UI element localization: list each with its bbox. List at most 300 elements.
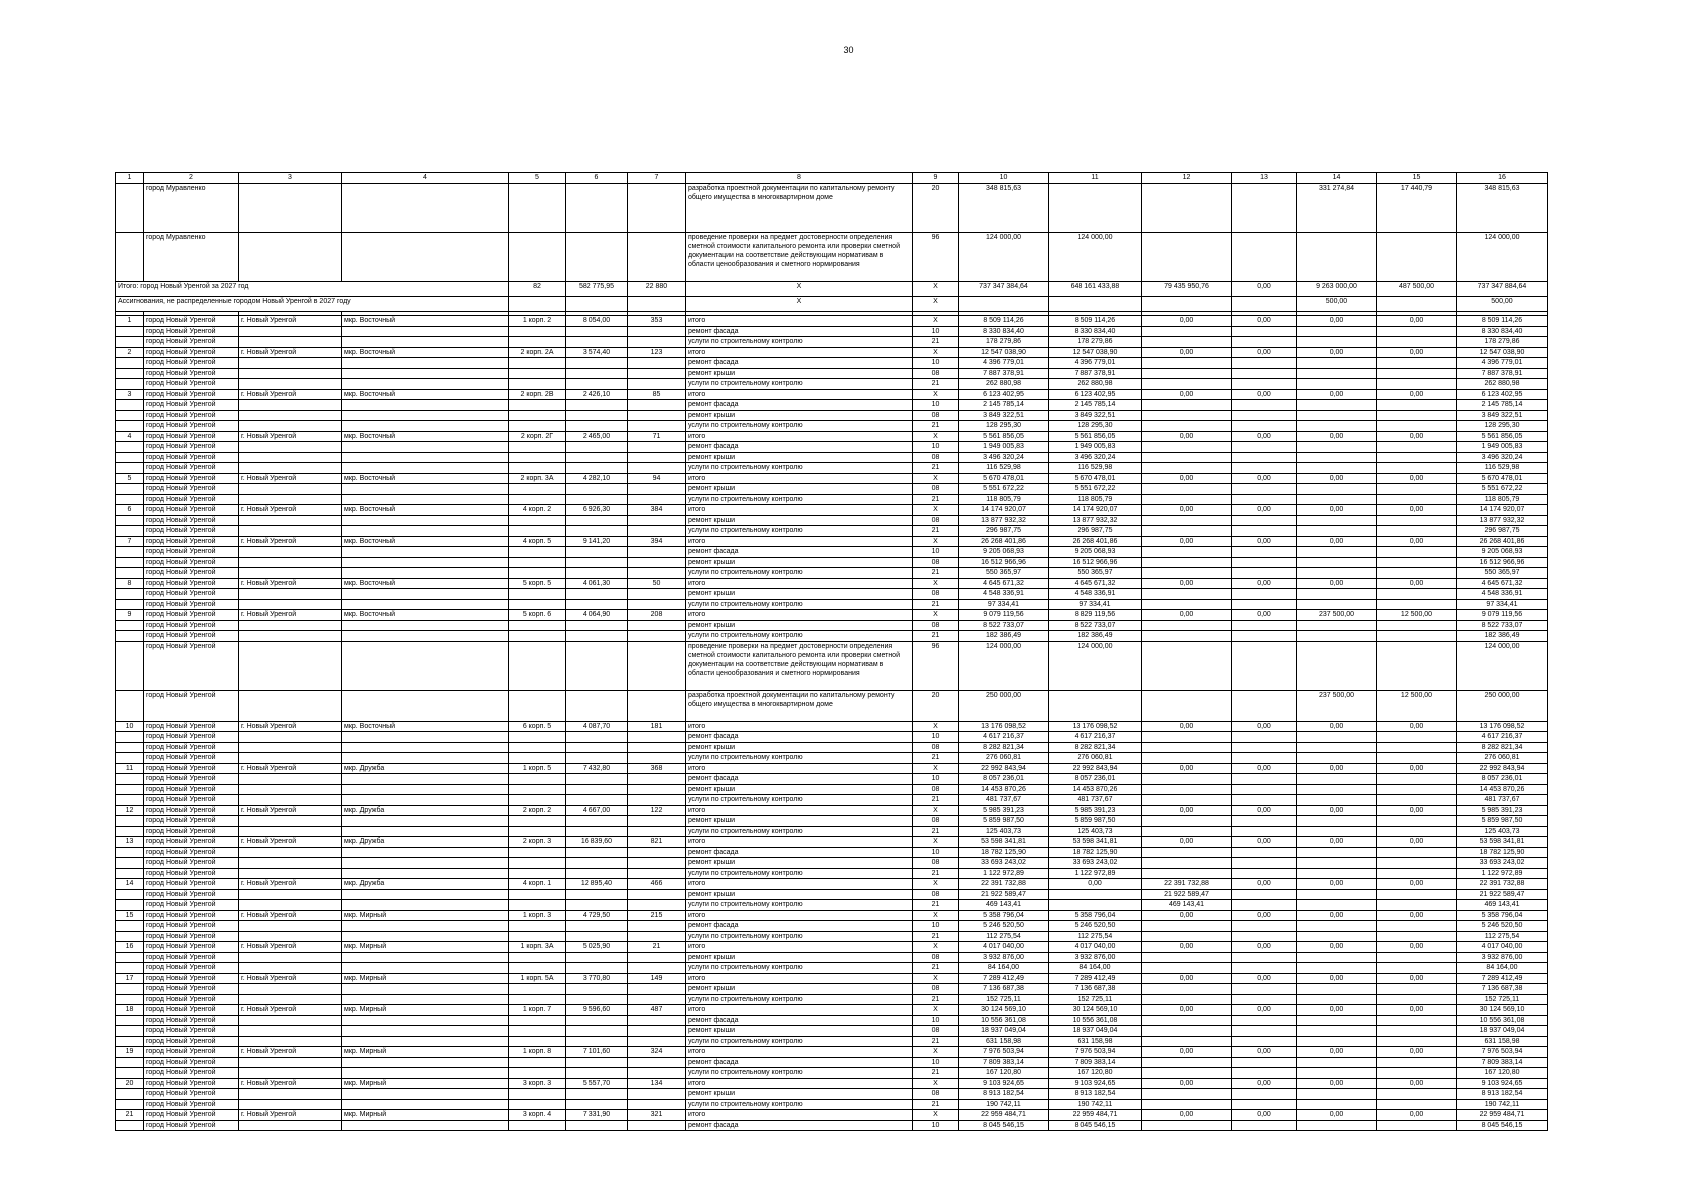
area-cell	[566, 847, 628, 858]
total-cost-cell: 116 529,98	[959, 463, 1049, 474]
table-row	[116, 620, 1548, 631]
row-number-cell	[116, 753, 144, 764]
municipality-cell: город Новый Уренгой	[144, 721, 239, 732]
row-number-cell	[116, 952, 144, 963]
work-code-cell: X	[913, 610, 959, 621]
budget-cost-cell	[1142, 921, 1232, 932]
municipality-cell: город Новый Уренгой	[144, 316, 239, 327]
column-number-header: 7	[628, 173, 686, 184]
settlement-cell	[239, 1026, 342, 1037]
settlement-cell	[239, 547, 342, 558]
column-number-header: 2	[144, 173, 239, 184]
house-number-cell	[509, 463, 566, 474]
other-cost-cell	[1232, 368, 1297, 379]
work-type-cell: услуги по строительному контролю	[686, 631, 913, 642]
district-cell	[342, 421, 509, 432]
other-cost-cell	[1232, 421, 1297, 432]
owner-cost-cell	[1297, 889, 1377, 900]
column-number-header: 10	[959, 173, 1049, 184]
fund-cost-cell: 124 000,00	[1049, 233, 1142, 282]
total-sum-cell: 4 017 040,00	[1457, 942, 1548, 953]
other-cost-cell: 0,00	[1232, 879, 1297, 890]
fund-cost-cell: 5 246 520,50	[1049, 921, 1142, 932]
fund-cost-cell: 124 000,00	[1049, 641, 1142, 690]
house-number-cell	[509, 358, 566, 369]
work-code-cell: X	[913, 473, 959, 484]
residents-cell: 123	[628, 347, 686, 358]
house-number-cell	[509, 868, 566, 879]
residents-cell: 208	[628, 610, 686, 621]
work-type-cell: итого	[686, 473, 913, 484]
total-sum-cell: 250 000,00	[1457, 690, 1548, 721]
budget-cost-cell	[1142, 1068, 1232, 1079]
work-code-cell: 21	[913, 900, 959, 911]
district-cell	[342, 732, 509, 743]
other-cost-cell	[1232, 547, 1297, 558]
total-sum-cell: 8 057 236,01	[1457, 774, 1548, 785]
residents-cell	[628, 1089, 686, 1100]
budget-cost-cell: 0,00	[1142, 347, 1232, 358]
total-sum-cell: 10 556 361,08	[1457, 1015, 1548, 1026]
table-row	[116, 784, 1548, 795]
work-code-cell: 21	[913, 631, 959, 642]
total-sum-cell: 5 859 987,50	[1457, 816, 1548, 827]
owner-extra-cell: 0,00	[1377, 721, 1457, 732]
owner-cost-cell	[1297, 900, 1377, 911]
top-row	[116, 184, 1548, 233]
total-cost-cell: 5 358 796,04	[959, 910, 1049, 921]
table-row	[116, 763, 1548, 774]
district-cell: мкр. Восточный	[342, 505, 509, 516]
summary-c7-cell: 22 880	[628, 282, 686, 297]
total-sum-cell: 112 275,54	[1457, 931, 1548, 942]
summary-c5-cell	[509, 297, 566, 312]
other-cost-cell	[1232, 1057, 1297, 1068]
total-cost-cell: 22 959 484,71	[959, 1110, 1049, 1121]
owner-cost-cell: 237 500,00	[1297, 610, 1377, 621]
work-type-cell: услуги по строительному контролю	[686, 826, 913, 837]
other-cost-cell	[1232, 952, 1297, 963]
total-cost-cell: 178 279,86	[959, 337, 1049, 348]
budget-cost-cell: 21 922 589,47	[1142, 889, 1232, 900]
owner-cost-cell	[1297, 463, 1377, 474]
district-cell	[342, 952, 509, 963]
total-sum-cell: 14 174 920,07	[1457, 505, 1548, 516]
other-cost-cell	[1232, 379, 1297, 390]
table-row	[116, 1068, 1548, 1079]
district-cell	[342, 847, 509, 858]
column-number-header: 5	[509, 173, 566, 184]
area-cell: 8 054,00	[566, 316, 628, 327]
other-cost-cell: 0,00	[1232, 347, 1297, 358]
settlement-cell	[239, 589, 342, 600]
owner-cost-cell: 0,00	[1297, 805, 1377, 816]
house-number-cell	[509, 494, 566, 505]
settlement-cell: г. Новый Уренгой	[239, 1078, 342, 1089]
district-cell: мкр. Восточный	[342, 610, 509, 621]
work-code-cell: 21	[913, 795, 959, 806]
area-cell	[566, 889, 628, 900]
owner-extra-cell: 0,00	[1377, 536, 1457, 547]
work-code-cell: 10	[913, 400, 959, 411]
budget-cost-cell	[1142, 690, 1232, 721]
other-cost-cell	[1232, 463, 1297, 474]
owner-extra-cell	[1377, 742, 1457, 753]
table-row	[116, 931, 1548, 942]
budget-cost-cell: 0,00	[1142, 1047, 1232, 1058]
municipality-cell: город Новый Уренгой	[144, 568, 239, 579]
settlement-cell: г. Новый Уренгой	[239, 536, 342, 547]
table-row	[116, 1078, 1548, 1089]
house-number-cell	[509, 1057, 566, 1068]
area-cell: 4 282,10	[566, 473, 628, 484]
area-cell	[566, 358, 628, 369]
settlement-cell: г. Новый Уренгой	[239, 837, 342, 848]
fund-cost-cell: 7 887 378,91	[1049, 368, 1142, 379]
table-row	[116, 536, 1548, 547]
work-type-cell: разработка проектной документации по капитальному ремонту общего имущества в многоквартирном доме	[686, 184, 913, 233]
owner-extra-cell: 0,00	[1377, 1005, 1457, 1016]
budget-cost-cell: 0,00	[1142, 721, 1232, 732]
residents-cell	[628, 753, 686, 764]
owner-cost-cell	[1297, 1068, 1377, 1079]
budget-cost-cell	[1142, 599, 1232, 610]
area-cell: 6 926,30	[566, 505, 628, 516]
area-cell: 16 839,60	[566, 837, 628, 848]
row-number-cell	[116, 379, 144, 390]
total-sum-cell: 33 693 243,02	[1457, 858, 1548, 869]
budget-cost-cell	[1142, 753, 1232, 764]
owner-extra-cell	[1377, 1036, 1457, 1047]
fund-cost-cell: 8 330 834,40	[1049, 326, 1142, 337]
municipality-cell: город Новый Уренгой	[144, 931, 239, 942]
row-number-cell	[116, 368, 144, 379]
total-cost-cell: 481 737,67	[959, 795, 1049, 806]
district-cell: мкр. Дружба	[342, 837, 509, 848]
total-sum-cell: 22 391 732,88	[1457, 879, 1548, 890]
work-type-cell: услуги по строительному контролю	[686, 1036, 913, 1047]
district-cell	[342, 400, 509, 411]
work-code-cell: X	[913, 578, 959, 589]
fund-cost-cell: 10 556 361,08	[1049, 1015, 1142, 1026]
settlement-cell	[239, 868, 342, 879]
municipality-cell: город Новый Уренгой	[144, 1110, 239, 1121]
settlement-cell	[239, 568, 342, 579]
row-number-cell	[116, 452, 144, 463]
fund-cost-cell	[1049, 184, 1142, 233]
district-cell	[342, 984, 509, 995]
total-sum-cell: 182 386,49	[1457, 631, 1548, 642]
municipality-cell: город Новый Уренгой	[144, 952, 239, 963]
district-cell	[342, 547, 509, 558]
column-number-row	[116, 173, 1548, 184]
owner-extra-cell: 0,00	[1377, 973, 1457, 984]
total-cost-cell: 5 561 856,05	[959, 431, 1049, 442]
area-cell	[566, 400, 628, 411]
row-number-cell: 1	[116, 316, 144, 327]
total-cost-cell: 1 949 005,83	[959, 442, 1049, 453]
house-number-cell	[509, 795, 566, 806]
settlement-cell	[239, 826, 342, 837]
municipality-cell: город Новый Уренгой	[144, 400, 239, 411]
work-code-cell: 08	[913, 452, 959, 463]
settlement-cell	[239, 1036, 342, 1047]
municipality-cell: город Новый Уренгой	[144, 858, 239, 869]
budget-cost-cell	[1142, 379, 1232, 390]
settlement-cell	[239, 963, 342, 974]
house-number-cell: 2 корп. 2Г	[509, 431, 566, 442]
owner-cost-cell	[1297, 1057, 1377, 1068]
table-row	[116, 347, 1548, 358]
row-number-cell	[116, 984, 144, 995]
row-number-cell: 17	[116, 973, 144, 984]
owner-cost-cell: 0,00	[1297, 505, 1377, 516]
budget-cost-cell: 0,00	[1142, 473, 1232, 484]
owner-extra-cell	[1377, 494, 1457, 505]
owner-extra-cell	[1377, 774, 1457, 785]
district-cell: мкр. Дружба	[342, 879, 509, 890]
area-cell	[566, 1036, 628, 1047]
owner-extra-cell	[1377, 1120, 1457, 1131]
row-number-cell: 15	[116, 910, 144, 921]
owner-extra-cell	[1377, 484, 1457, 495]
column-number-header: 9	[913, 173, 959, 184]
summary-c11-cell: 648 161 433,88	[1049, 282, 1142, 297]
district-cell	[342, 742, 509, 753]
table-row	[116, 589, 1548, 600]
owner-cost-cell	[1297, 400, 1377, 411]
row-number-cell	[116, 421, 144, 432]
row-number-cell	[116, 900, 144, 911]
work-type-cell: услуги по строительному контролю	[686, 868, 913, 879]
work-code-cell: X	[913, 1078, 959, 1089]
residents-cell	[628, 358, 686, 369]
summary-c13-cell	[1232, 297, 1297, 312]
summary-c9-cell: X	[913, 282, 959, 297]
work-type-cell: ремонт крыши	[686, 816, 913, 827]
work-code-cell: 21	[913, 379, 959, 390]
other-cost-cell	[1232, 1089, 1297, 1100]
total-sum-cell: 14 453 870,26	[1457, 784, 1548, 795]
area-cell: 4 061,30	[566, 578, 628, 589]
total-cost-cell: 7 289 412,49	[959, 973, 1049, 984]
table-row	[116, 847, 1548, 858]
work-type-cell: итого	[686, 578, 913, 589]
residents-cell	[628, 589, 686, 600]
residents-cell	[628, 463, 686, 474]
work-type-cell: услуги по строительному контролю	[686, 753, 913, 764]
work-type-cell: услуги по строительному контролю	[686, 963, 913, 974]
municipality-cell: город Новый Уренгой	[144, 389, 239, 400]
owner-cost-cell	[1297, 826, 1377, 837]
table-row	[116, 837, 1548, 848]
row-number-cell: 10	[116, 721, 144, 732]
table-row	[116, 400, 1548, 411]
other-cost-cell	[1232, 1036, 1297, 1047]
total-sum-cell: 13 176 098,52	[1457, 721, 1548, 732]
fund-cost-cell: 550 365,97	[1049, 568, 1142, 579]
work-type-cell: ремонт фасада	[686, 442, 913, 453]
house-number-cell	[509, 515, 566, 526]
owner-extra-cell	[1377, 400, 1457, 411]
work-code-cell: X	[913, 505, 959, 516]
work-type-cell: ремонт крыши	[686, 515, 913, 526]
work-code-cell: 10	[913, 326, 959, 337]
work-type-cell: ремонт крыши	[686, 368, 913, 379]
other-cost-cell	[1232, 868, 1297, 879]
total-cost-cell: 8 509 114,26	[959, 316, 1049, 327]
other-cost-cell	[1232, 1120, 1297, 1131]
fund-cost-cell: 1 949 005,83	[1049, 442, 1142, 453]
municipality-cell: город Новый Уренгой	[144, 1099, 239, 1110]
budget-cost-cell: 0,00	[1142, 536, 1232, 547]
district-cell: мкр. Мирный	[342, 1110, 509, 1121]
owner-extra-cell	[1377, 368, 1457, 379]
total-cost-cell: 5 859 987,50	[959, 816, 1049, 827]
district-cell	[342, 816, 509, 827]
house-number-cell	[509, 1015, 566, 1026]
municipality-cell: город Новый Уренгой	[144, 526, 239, 537]
budget-cost-cell	[1142, 858, 1232, 869]
settlement-cell	[239, 463, 342, 474]
work-type-cell: итого	[686, 973, 913, 984]
owner-extra-cell	[1377, 526, 1457, 537]
owner-cost-cell	[1297, 515, 1377, 526]
row-number-cell	[116, 994, 144, 1005]
owner-cost-cell: 0,00	[1297, 347, 1377, 358]
budget-cost-cell	[1142, 557, 1232, 568]
total-cost-cell: 3 496 320,24	[959, 452, 1049, 463]
settlement-cell	[239, 379, 342, 390]
district-cell	[342, 921, 509, 932]
settlement-cell: г. Новый Уренгой	[239, 942, 342, 953]
district-cell	[342, 233, 509, 282]
area-cell	[566, 631, 628, 642]
district-cell	[342, 1068, 509, 1079]
work-type-cell: услуги по строительному контролю	[686, 526, 913, 537]
district-cell	[342, 1057, 509, 1068]
municipality-cell: город Новый Уренгой	[144, 732, 239, 743]
municipality-cell: город Новый Уренгой	[144, 795, 239, 806]
table-row	[116, 473, 1548, 484]
municipality-cell: город Муравленко	[144, 233, 239, 282]
settlement-cell	[239, 931, 342, 942]
column-number-header: 6	[566, 173, 628, 184]
row-number-cell	[116, 233, 144, 282]
settlement-cell	[239, 1099, 342, 1110]
owner-cost-cell: 0,00	[1297, 536, 1377, 547]
total-sum-cell: 7 976 503,94	[1457, 1047, 1548, 1058]
area-cell	[566, 690, 628, 721]
owner-extra-cell	[1377, 337, 1457, 348]
total-sum-cell: 124 000,00	[1457, 641, 1548, 690]
total-cost-cell: 7 136 687,38	[959, 984, 1049, 995]
work-type-cell: услуги по строительному контролю	[686, 379, 913, 390]
budget-cost-cell: 0,00	[1142, 505, 1232, 516]
total-sum-cell: 550 365,97	[1457, 568, 1548, 579]
work-type-cell: ремонт крыши	[686, 557, 913, 568]
residents-cell: 466	[628, 879, 686, 890]
table-row	[116, 732, 1548, 743]
area-cell	[566, 568, 628, 579]
column-number-header: 4	[342, 173, 509, 184]
fund-cost-cell: 118 805,79	[1049, 494, 1142, 505]
district-cell	[342, 599, 509, 610]
total-cost-cell: 8 913 182,54	[959, 1089, 1049, 1100]
work-code-cell: 10	[913, 732, 959, 743]
work-code-cell: 10	[913, 921, 959, 932]
fund-cost-cell	[1049, 900, 1142, 911]
owner-extra-cell	[1377, 233, 1457, 282]
owner-cost-cell: 0,00	[1297, 973, 1377, 984]
other-cost-cell: 0,00	[1232, 536, 1297, 547]
total-sum-cell: 84 164,00	[1457, 963, 1548, 974]
work-code-cell: X	[913, 1047, 959, 1058]
fund-cost-cell: 12 547 038,90	[1049, 347, 1142, 358]
area-cell	[566, 547, 628, 558]
summary-label: Ассигнования, не распределенные городом Новый Уренгой в 2027 году	[116, 297, 509, 312]
owner-extra-cell	[1377, 732, 1457, 743]
summary-c16-cell: 500,00	[1457, 297, 1548, 312]
column-number-header: 13	[1232, 173, 1297, 184]
table-row	[116, 952, 1548, 963]
area-cell	[566, 442, 628, 453]
work-code-cell: 21	[913, 337, 959, 348]
other-cost-cell: 0,00	[1232, 389, 1297, 400]
house-number-cell: 1 корп. 8	[509, 1047, 566, 1058]
row-number-cell: 19	[116, 1047, 144, 1058]
total-cost-cell: 128 295,30	[959, 421, 1049, 432]
budget-cost-cell	[1142, 526, 1232, 537]
residents-cell	[628, 952, 686, 963]
area-cell	[566, 233, 628, 282]
work-type-cell: услуги по строительному контролю	[686, 463, 913, 474]
row-number-cell	[116, 868, 144, 879]
total-cost-cell: 5 551 672,22	[959, 484, 1049, 495]
residents-cell	[628, 568, 686, 579]
owner-extra-cell	[1377, 858, 1457, 869]
total-sum-cell: 262 880,98	[1457, 379, 1548, 390]
house-number-cell: 2 корп. 3	[509, 837, 566, 848]
total-sum-cell: 4 396 779,01	[1457, 358, 1548, 369]
fund-cost-cell: 8 829 119,56	[1049, 610, 1142, 621]
other-cost-cell	[1232, 826, 1297, 837]
fund-cost-cell: 6 123 402,95	[1049, 389, 1142, 400]
house-number-cell: 5 корп. 5	[509, 578, 566, 589]
settlement-cell	[239, 816, 342, 827]
other-cost-cell	[1232, 442, 1297, 453]
owner-extra-cell: 0,00	[1377, 1078, 1457, 1089]
work-type-cell: ремонт фасада	[686, 1120, 913, 1131]
area-cell	[566, 337, 628, 348]
residents-cell	[628, 1036, 686, 1047]
municipality-cell: город Новый Уренгой	[144, 431, 239, 442]
work-code-cell: 08	[913, 515, 959, 526]
row-number-cell: 20	[116, 1078, 144, 1089]
budget-cost-cell: 0,00	[1142, 1110, 1232, 1121]
total-cost-cell: 5 985 391,23	[959, 805, 1049, 816]
area-cell	[566, 1015, 628, 1026]
row-number-cell	[116, 931, 144, 942]
row-number-cell	[116, 326, 144, 337]
total-cost-cell: 152 725,11	[959, 994, 1049, 1005]
total-cost-cell: 8 330 834,40	[959, 326, 1049, 337]
row-number-cell: 9	[116, 610, 144, 621]
other-cost-cell	[1232, 984, 1297, 995]
other-cost-cell	[1232, 184, 1297, 233]
total-sum-cell: 296 987,75	[1457, 526, 1548, 537]
settlement-cell: г. Новый Уренгой	[239, 973, 342, 984]
